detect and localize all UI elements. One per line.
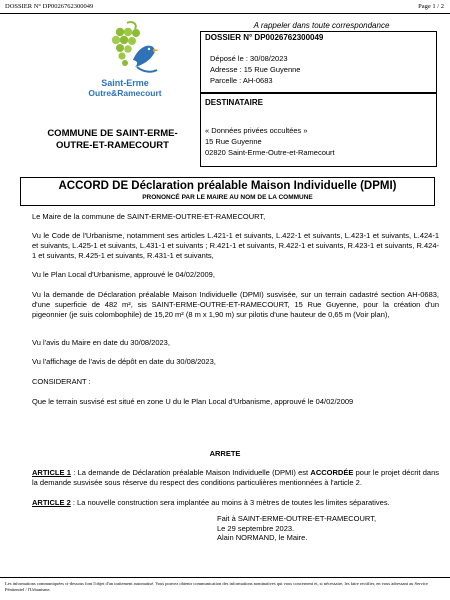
recall-note: A rappeler dans toute correspondance (253, 21, 390, 30)
recipient-redacted-name: « Données privées occultées » (205, 126, 308, 135)
paragraph-considerant: CONSIDERANT : (32, 377, 91, 386)
decision-subtitle: PRONONCÉ PAR LE MAIRE AU NOM DE LA COMMUNE (142, 194, 313, 201)
paragraph-plu: Vu le Plan Local d'Urbanisme, approuvé le 04/02/2009, (32, 270, 215, 279)
article-1 (32, 468, 439, 488)
commune-name-line1: COMMUNE DE SAINT-ERME- (47, 128, 178, 139)
dossier-parcel: Parcelle : AH-0683 (210, 76, 273, 85)
signature-place: Fait à SAINT-ERME-OUTRE-ET-RAMECOURT, (217, 514, 377, 523)
dossier-address: Adresse : 15 Rue Guyenne (210, 65, 301, 74)
article-2-label: ARTICLE 2 (32, 498, 71, 507)
article-1-label: ARTICLE 1 (32, 468, 71, 477)
header-divider (0, 13, 450, 14)
logo-text-saint-erme: Saint-Erme (101, 78, 149, 88)
paragraph-zone: Que le terrain susvisé est situé en zone U du le Plan Local d'Urbanisme, approuvé le 04/02/2009 (32, 397, 354, 406)
paragraph-posting: Vu l'affichage de l'avis de dépôt en date du 30/08/2023, (32, 357, 216, 366)
paragraph-mayor: Le Maire de la commune de SAINT-ERME-OUTRE-ET-RAMECOURT, (32, 212, 266, 221)
signature-block (217, 514, 376, 543)
recipient-city: 02820 Saint-Erme-Outre-et-Ramecourt (205, 148, 335, 157)
recipient-title: DESTINATAIRE (205, 98, 263, 107)
deposit-date: Déposé le : 30/08/2023 (210, 54, 288, 63)
article-1-text-before: : La demande de Déclaration préalable Maison Individuelle (DPMI) est (70, 468, 311, 477)
article-2 (32, 498, 439, 508)
paragraph-request: Vu la demande de Déclaration préalable Maison Individuelle (DPMI) susvisée, sur un terrain cadastré section AH-0683, d'une superficie de 482 m², sis SAINT-ERME-OUTRE-ET-RAMECOURT, 15 Rue Guyenne, pour la création d'un pigeonnier (je suis colombophile) de 15,20 m² (8 m x 1,90 m) sur pilotis d'une hauteur de 0,65 m (Voir plan), (32, 290, 439, 319)
article-1-text-after: pour le projet décrit dans la demande susvisée sous réserve du respect des conditions particulières mentionnées à l'article 2. (32, 468, 439, 487)
paragraph-urban-code: Vu le Code de l'Urbanisme, notamment ses articles L.421-1 et suivants, L.422-1 et suivants, L.423-1 et suivants, L.424-1 et suivants, L.425-1 et suivants, L.431-1 et suivants ; R.421-1 et suivants, R.422-1 et suivants, R.423-1 et suivants, R.424-1 et suivants, R.425-1 et suivants, R.431-1 et suivants, (32, 231, 439, 260)
recipient-street: 15 Rue Guyenne (205, 137, 262, 146)
paragraph-mayor-opinion: Vu l'avis du Maire en date du 30/08/2023, (32, 338, 170, 347)
commune-name (20, 128, 205, 152)
grape-bird-logo-icon (85, 20, 165, 80)
signature-date: Le 29 septembre 2023. (217, 523, 295, 533)
commune-name-line2: OUTRE-ET-RAMECOURT (56, 140, 169, 151)
decision-title-box (20, 177, 435, 206)
logo-text-outre-ramecourt: Outre&Ramecourt (88, 88, 162, 98)
signature-name: Alain NORMAND, le Maire. (217, 533, 308, 542)
article-1-decision: ACCORDÉE (310, 468, 354, 477)
arrete-heading: ARRETE (209, 449, 241, 458)
dossier-box (200, 31, 437, 93)
commune-logo (85, 20, 165, 110)
page-number: Page 1 / 2 (418, 3, 444, 10)
footer-privacy-notice: Les informations communiquées ci-dessous font l'objet d'un traitement automatisé. Vous pouvez obtenir communication des informations nominatives qui vous concernent et, si nécessaire, les faire rectifier, en vous adressant au Service Pénitentiel / l'Urbanisme. (5, 581, 429, 592)
dossier-number: DOSSIER N° DP0026762300049 (205, 33, 324, 42)
header-dossier-ref: DOSSIER N° DP0026762300049 (5, 3, 94, 10)
article-2-text: : La nouvelle construction sera implantée au moins à 3 mètres de toutes les limites séparatives. (70, 498, 390, 507)
footer-divider (0, 577, 450, 578)
recipient-box (200, 93, 437, 167)
decision-title: ACCORD DE Déclaration préalable Maison Individuelle (DPMI) (58, 180, 397, 192)
